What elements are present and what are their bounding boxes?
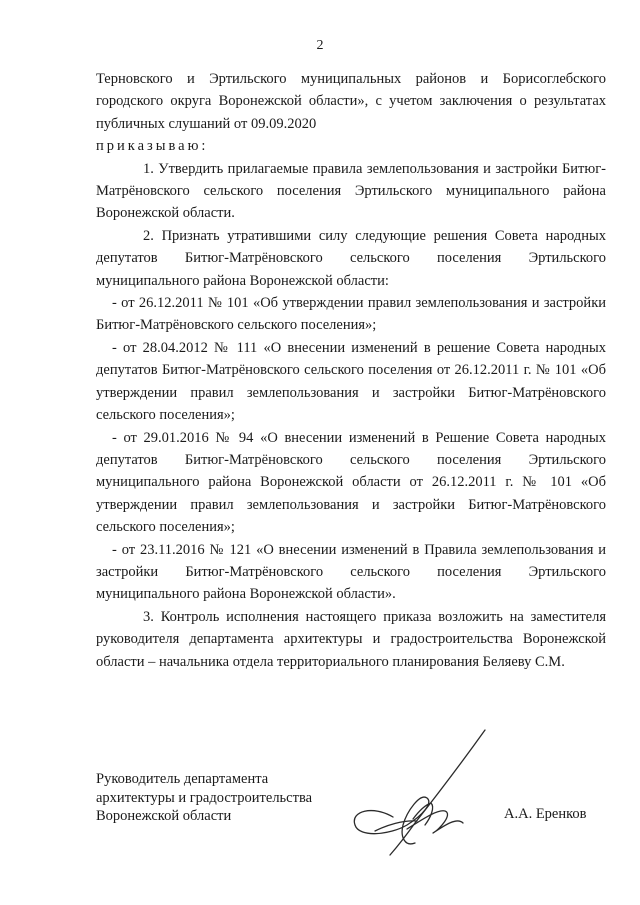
sub-item-3: - от 29.01.2016 № 94 «О внесении изменений в Решение Совета народных депутатов Битюг-Матрёновского сельского поселения Эртильского муниципального района Воронежской области от 26.12.2011 г. № 101 «Об утверждении правил землепользования и застройки Битюг-Матрёновского сельского поселения»; [96,429,606,536]
item-3: 3. Контроль исполнения настоящего приказа возложить на заместителя руководителя департамента архитектуры и градостроительства Воронежской области – начальника отдела территориального планирования Беляеву С.М. [96,608,606,670]
item-1: 1. Утвердить прилагаемые правила землепользования и застройки Битюг-Матрёновского сельского поселения Эртильского муниципального района Воронежской области. [96,160,606,222]
document-body [96,68,606,673]
intro-paragraph: Терновского и Эртильского муниципальных районов и Борисоглебского городского округа Воронежской области», с учетом заключения о результатах публичных слушаний от 09.09.2020 [96,71,606,132]
item-2: 2. Признать утратившими силу следующие решения Совета народных депутатов Битюг-Матрёновского сельского поселения Эртильского муниципального района Воронежской области: [96,227,606,289]
signature-position [96,770,312,826]
order-word: приказываю: [96,138,209,155]
sub-item-4: - от 23.11.2016 № 121 «О внесении изменений в Правила землепользования и застройки Битюг-Матрёновского сельского поселения Эртильского муниципального района Воронежской области». [96,541,606,603]
position-line-3: Воронежской области [96,808,232,824]
sub-item-2: - от 28.04.2012 № 111 «О внесении изменений в решение Совета народных депутатов Битюг-Матрёновского сельского поселения от 26.12.2011 г. № 101 «Об утверждении правил землепользования и застройки Битюг-Матрёновского сельского поселения»; [96,339,606,424]
sub-item-1: - от 26.12.2011 № 101 «Об утверждении правил землепользования и застройки Битюг-Матрёновского сельского поселения»; [96,295,606,334]
position-line-2: архитектуры и градостроительства [96,789,313,806]
page-number: 2 [316,38,324,53]
position-line-1: Руководитель департамента [96,771,269,787]
handwritten-signature [345,725,495,865]
signer-name: А.А. Еренков [504,806,587,822]
